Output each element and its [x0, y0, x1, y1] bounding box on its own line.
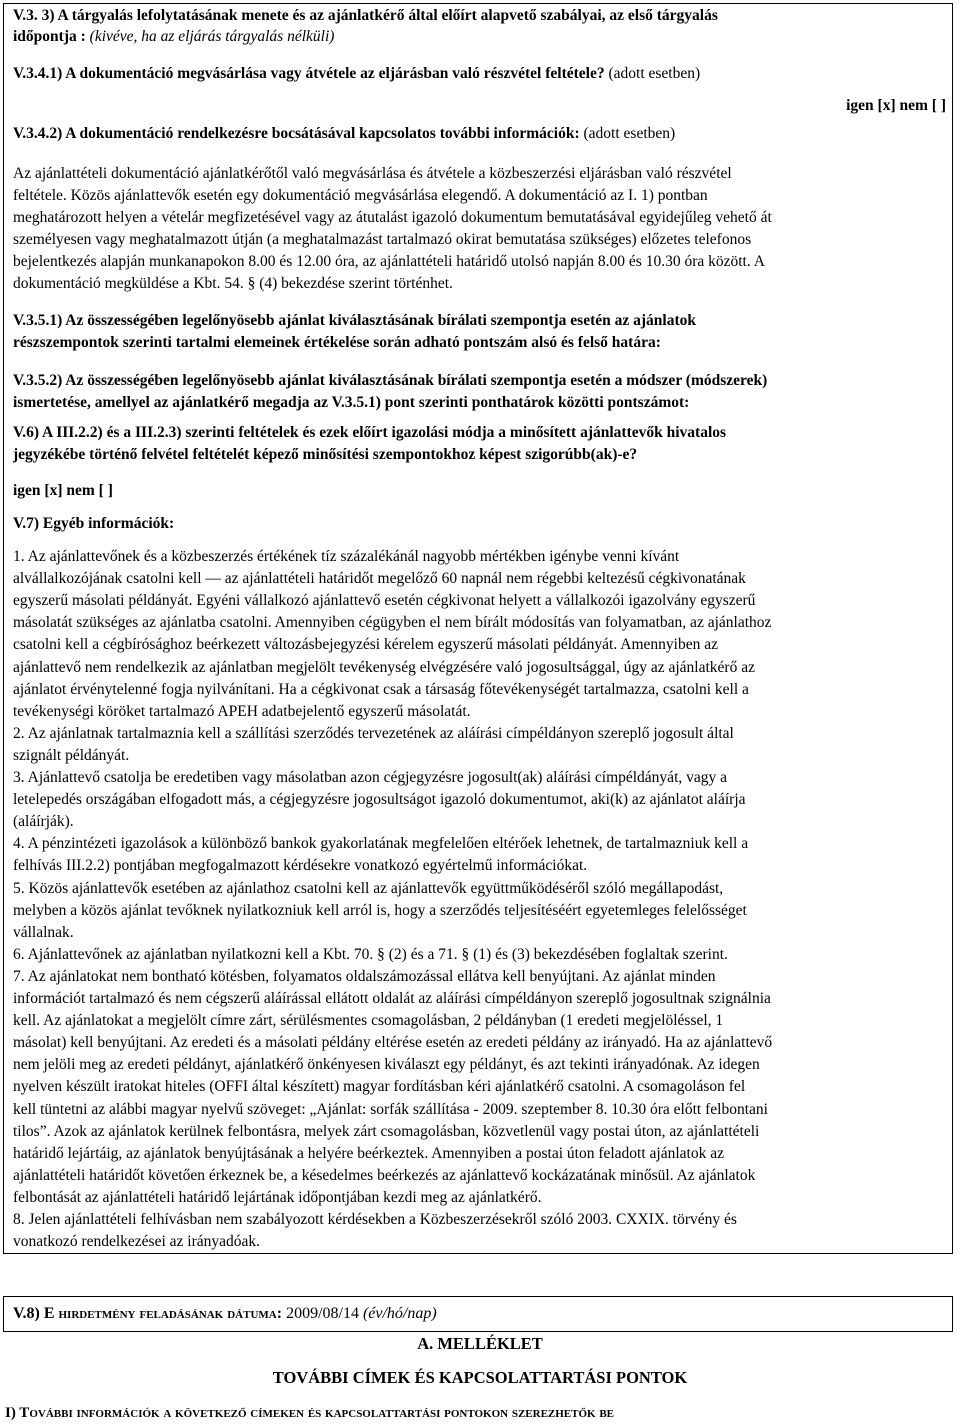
v7-text-line: alvállalkozójának csatolni kell — az ajánlattételi határidőt megelőző 60 napnál nem régebbi keltezésű cégkivonatának	[13, 570, 746, 588]
v7-text-line: vonatkozó rendelkezései az irányadóak.	[13, 1233, 261, 1251]
v342-question	[13, 124, 675, 144]
v8-label: V.8) E	[13, 1305, 55, 1322]
annex-footer-text: ovábbi információk a következő címeken és kapcsolattartási pontokon szerezhetők be	[29, 1405, 615, 1421]
v7-text-line: 2. Az ajánlatnak tartalmaznia kell a szállítási szerződés tervezetének az aláírási címpéldányon szereplő jogosult által	[13, 724, 734, 742]
v7-text-line: információt tartalmazó és nem cégszerű aláírással ellátott oldalát az aláírási címpéldányon szereplő jogosultnak szignálnia	[13, 990, 771, 1007]
v7-text-line: melyben a közös ajánlat tevőknek nyilatkozniuk kell arról is, hogy a szerződés teljesítéséért egyetemleges felelősséget	[13, 901, 747, 919]
v33-title-line2	[13, 27, 334, 47]
v7-text-line: felhívás III.2.2) pontjában megfogalmazott kérdésekre vonatkozó egyértelmű információkat.	[13, 857, 588, 875]
v7-text-line: 6. Ajánlattevőnek az ajánlatban nyilatkozni kell a Kbt. 70. § (2) és a 71. § (1) és (3) bekezdésében foglaltak szerint.	[13, 945, 728, 963]
v7-text-line: kell. Az ajánlatokat a megjelölt címre zárt, sérülésmentes csomagolásban, 2 példányban (1 eredeti megjelöléssel, 1	[13, 1012, 724, 1030]
v8-line	[13, 1304, 437, 1324]
v7-text-line: tevékenységi köröket tartalmazó APEH adatbejelentő egyszerű másolatát.	[13, 702, 471, 720]
v351-line: V.3.5.1) Az összességében legelőnyösebb ajánlat kiválasztásának bírálati szempontja esetén az ajánlatok	[13, 312, 696, 329]
v351-line: részszempontok szerinti tartalmi elemeinek értékelése során adható pontszám alsó és felső határa:	[13, 334, 661, 351]
v6-line: V.6) A III.2.2) és a III.2.3) szerinti feltételek és ezek előírt igazolási módja a minősített ajánlattevők hivatalos	[13, 424, 727, 441]
v7-text-line: nem jelöli meg az eredeti példányt, ajánlatkérő önkényesen kiválaszt egy példányt, és azt tekinti irányadónak. Az idegen	[13, 1056, 760, 1074]
v7-text-line: vállalnak.	[13, 923, 74, 941]
v7-text-line: határidő lejártáig, az ajánlatok benyújtásának a helyére beérkeztek. Amennyiben a postai úton feladott ajánlatok az	[13, 1144, 724, 1162]
v7-text-line: (aláírják).	[13, 813, 74, 831]
v341-note: (adott esetben)	[604, 65, 701, 82]
v342-text-line: meghatározott helyen a vételár megfizetésével vagy az átutalást igazoló dokumentum bemutatásával egyidejűleg vehető át	[13, 209, 772, 226]
v33-title-cont: időpontja :	[13, 28, 86, 45]
v342-title: V.3.4.2) A dokumentáció rendelkezésre bocsátásával kapcsolatos további információk:	[13, 125, 580, 142]
v7-title: V.7) Egyéb információk:	[13, 515, 175, 532]
v8-date: 2009/08/14	[282, 1305, 359, 1322]
v7-text-line: nyelven készült iratokat hiteles (OFFI által készített) magyar fordításban kéri ajánlatkérő csatolni. A csomagoláson fel	[13, 1078, 746, 1096]
v341-answer: igen [x] nem [ ]	[846, 97, 946, 114]
v8-label-cont: hirdetmény feladásának dátuma:	[54, 1305, 283, 1322]
v7-text-line: 7. Az ajánlatokat nem bontható kötésben, folyamatos oldalszámozással ellátva kell benyújtani. Az ajánlat minden	[13, 967, 716, 985]
annex-subtitle: TOVÁBBI CÍMEK ÉS KAPCSOLATTARTÁSI PONTOK	[272, 1368, 688, 1387]
v7-text-line: felbontását az ajánlattételi határidő lejártának időpontjában kezdi meg az ajánlatkérő.	[13, 1188, 542, 1206]
annex-footer	[5, 1403, 614, 1423]
v341-title: V.3.4.1) A dokumentáció megvásárlása vagy átvétele az eljárásban való részvétel feltétele?	[13, 65, 605, 82]
v342-text-line: Az ajánlattételi dokumentáció ajánlatkérőtől való megvásárlása és átvétele a közbeszerzési eljárásban való részvétel	[13, 165, 732, 182]
v342-text-line: személyesen vagy meghatalmazott útján (a meghatalmazást tartalmazó okirat bemutatása szükséges) előzetes telefonos	[13, 231, 752, 248]
v7-text-line: egyszerű másolati példányát. Egyéni vállalkozó ajánlattevő esetén cégkivonat helyett a vállalkozói igazolvány egyszerű	[13, 592, 756, 610]
v6-answer: igen [x] nem [ ]	[13, 482, 113, 499]
v341-question	[13, 64, 700, 84]
v7-text-line: 1. Az ajánlattevőnek és a közbeszerzés értékének tíz százalékánál nagyobb mértékben igénybe venni kívánt	[13, 548, 680, 565]
v7-text-line: ajánlattételi határidőt követően érkeznek be, a késedelmes beérkezés az ajánlattevő kockázatának minősül. Az ajánlatok	[13, 1166, 756, 1184]
v33-title: V.3. 3) A tárgyalás lefolytatásának menete és az ajánlatkérő által előírt alapvető szabályai, az első tárgyalás	[13, 7, 718, 24]
v8-date-format: (év/hó/nap)	[362, 1305, 437, 1322]
annex-title: A. MELLÉKLET	[417, 1334, 543, 1353]
v7-text-line: ajánlatot érvénytelenné fogja nyilvánítani. Ha a cégkivonat csak a társaság főtevékenységét tartalmazza, csatolni kell a	[13, 680, 749, 698]
v7-text-line: tilos”. Azok az ajánlatok kerülnek felbontásra, melyek zárt csomagolásban, közvetlenül vagy postai úton, az ajánlattételi	[13, 1122, 760, 1140]
annex-footer-prefix: I) T	[5, 1405, 30, 1421]
v7-text-line: 5. Közös ajánlattevők esetében az ajánlathoz csatolni kell az ajánlattevők együttműködéséről szóló megállapodást,	[13, 879, 724, 897]
v7-text-line: szignált példányát.	[13, 746, 130, 764]
v342-text-line: bejelentkezés alapján munkanapokon 8.00 és 12.00 óra, az ajánlattételi határidő utolsó napján 8.00 és 10.30 óra között. A	[13, 253, 765, 270]
v342-text-line: dokumentáció megküldése a Kbt. 54. § (4) bekezdése szerint történhet.	[13, 275, 453, 292]
v7-text-line: másolat) kell benyújtani. Az eredeti és a másolati példány eltérése esetén az eredeti példány az irányadó. Ha az ajánlattevő	[13, 1034, 773, 1052]
v7-text-line: ajánlattevő nem rendelkezik az ajánlatban megjelölt tevékenység elvégzésére való jogosultsággal, úgy az ajánlatkérő az	[13, 658, 755, 676]
v342-note: (adott esetben)	[579, 125, 676, 142]
v7-text-line: 8. Jelen ajánlattételi felhívásban nem szabályozott kérdésekben a Közbeszerzésekről szóló 2003. CXXIX. törvény és	[13, 1211, 737, 1228]
v7-text-line: letelepedés országában elfogadott más, a cégjegyzésre jogosultságot igazoló dokumentumot, aki(k) az ajánlatot aláírja	[13, 791, 746, 809]
v33-title-line1	[13, 6, 718, 26]
v7-text-line: 4. A pénzintézeti igazolások a különböző bankok gyakorlatának megfelelően eltérőek lehetnek, de tartalmazniuk kell a	[13, 835, 749, 853]
v7-text-line: másolatát szükséges az ajánlatba csatolni. Amennyiben cégügyben el nem bírált módosítás van folyamatban, az ajánlathoz	[13, 614, 772, 632]
v7-text-line: csatolni kell a cégbírósághoz beérkezett változásbejegyzési kérelem egyszerű másolati példányát. Amennyiben az	[13, 636, 718, 654]
v352-line: ismertetése, amellyel az ajánlatkérő megadja az V.3.5.1) pont szerinti ponthatárok közötti pontszámot:	[13, 394, 690, 411]
v7-text-line: kell tüntetni az alábbi magyar nyelvű szöveget: „Ajánlat: sorfák szállítása - 2009. szeptember 8. 10.30 óra előtt felbontani	[13, 1100, 768, 1118]
v7-text-line: 3. Ajánlattevő csatolja be eredetiben vagy másolatban azon cégjegyzésre jogosult(ak) aláírási címpéldányát, vagy a	[13, 769, 728, 786]
v33-note: (kivéve, ha az eljárás tárgyalás nélküli)	[85, 28, 335, 45]
v6-line: jegyzékébe történő felvétel feltételét képező minősítési szempontokhoz képest szigorúbb(ak)-e?	[13, 446, 638, 463]
v342-text-line: feltétele. Közös ajánlattevők esetén egy dokumentáció megvásárlása elegendő. A dokumentáció az I. 1) pontban	[13, 187, 708, 204]
v352-line: V.3.5.2) Az összességében legelőnyösebb ajánlat kiválasztásának bírálati szempontja esetén a módszer (módszerek)	[13, 372, 768, 389]
